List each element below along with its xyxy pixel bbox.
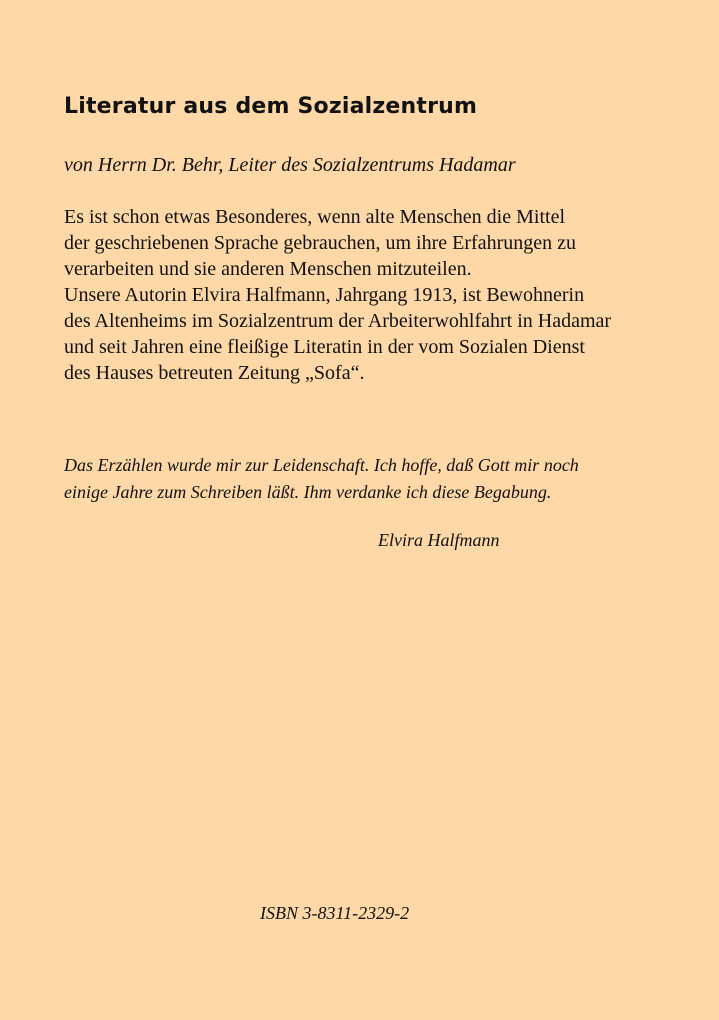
intro-line: verarbeiten und sie anderen Menschen mitzuteilen. xyxy=(64,258,472,280)
intro-paragraph xyxy=(64,204,611,386)
intro-line: Es ist schon etwas Besonderes, wenn alte Menschen die Mittel xyxy=(64,206,565,228)
page-title: Literatur aus dem Sozialzentrum xyxy=(64,94,478,119)
intro-line: des Altenheims im Sozialzentrum der Arbeiterwohlfahrt in Hadamar xyxy=(64,310,612,332)
quote-signature: Elvira Halfmann xyxy=(378,530,500,550)
quote-line: Das Erzählen wurde mir zur Leidenschaft. Ich hoffe, daß Gott mir noch xyxy=(64,455,579,475)
isbn-number: ISBN 3-8311-2329-2 xyxy=(260,903,410,923)
quote-line: einige Jahre zum Schreiben läßt. Ihm verdanke ich diese Begabung. xyxy=(64,482,552,502)
author-quote xyxy=(64,452,579,506)
byline: von Herrn Dr. Behr, Leiter des Sozialzentrums Hadamar xyxy=(64,154,516,176)
intro-line: der geschriebenen Sprache gebrauchen, um ihre Erfahrungen zu xyxy=(64,232,576,254)
intro-line: des Hauses betreuten Zeitung „Sofa“. xyxy=(64,362,365,384)
intro-line: und seit Jahren eine fleißige Literatin in der vom Sozialen Dienst xyxy=(64,336,585,358)
intro-line: Unsere Autorin Elvira Halfmann, Jahrgang 1913, ist Bewohnerin xyxy=(64,284,585,306)
